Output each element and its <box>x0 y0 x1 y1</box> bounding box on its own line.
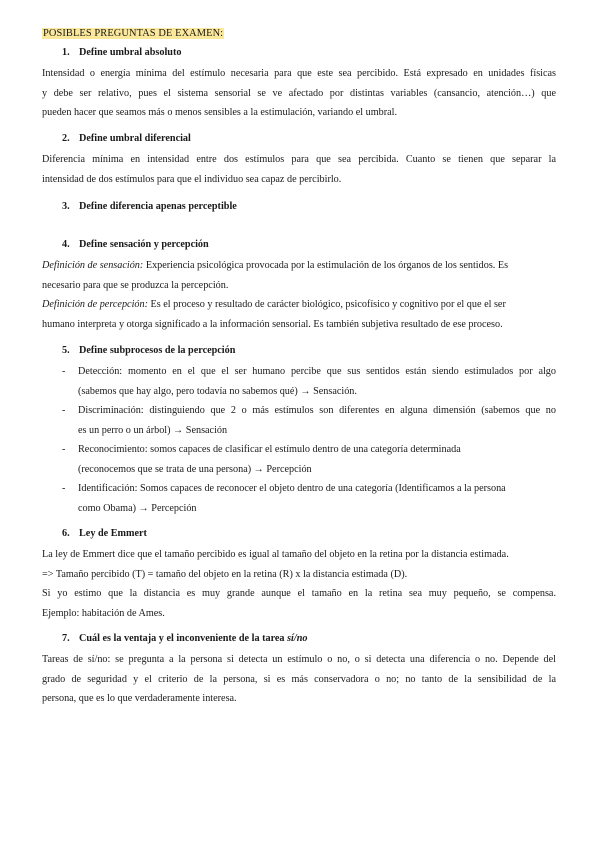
heading-text: Define sensación y percepción <box>79 239 209 250</box>
text-line <box>42 295 556 315</box>
page-title: POSIBLES PREGUNTAS DE EXAMEN: <box>43 28 224 39</box>
heading-number: 3. <box>62 201 70 212</box>
list-bullet: - <box>62 483 66 494</box>
text-line: (reconocemos que se trata de una persona) → Percepción <box>78 463 312 475</box>
paragraph-q4 <box>42 256 556 334</box>
heading-number: 2. <box>62 133 70 144</box>
heading-q1 <box>62 47 181 58</box>
paragraph-q7 <box>42 650 556 709</box>
list-bullet: - <box>62 405 66 416</box>
text-line: Reconocimiento: somos capaces de clasificar el estímulo dentro de una categoría determinada <box>78 444 461 455</box>
text-line: Intensidad o energía mínima del estímulo necesaria para que este sea percibido. Está expresado en unidades físicas <box>42 68 556 79</box>
text-line: es un perro o un árbol) → Sensación <box>78 424 228 436</box>
heading-number: 4. <box>62 239 70 250</box>
text-line: humano interpreta y otorga significado a la información sensorial. Es también subjetiva resultado de ese proceso. <box>42 318 503 330</box>
list-bullet: - <box>62 366 66 377</box>
heading-q3 <box>62 201 237 212</box>
list-bullet: - <box>62 444 66 455</box>
paragraph-q2 <box>42 150 556 189</box>
text-line: necesario para que se produzca la percepción. <box>42 279 229 291</box>
heading-number: 6. <box>62 528 70 539</box>
heading-text: Define umbral absoluto <box>79 47 182 58</box>
heading-number: 5. <box>62 345 70 356</box>
text-line: persona, que es lo que verdaderamente interesa. <box>42 693 237 704</box>
text-line: La ley de Emmert dice que el tamaño percibido es igual al tamaño del objeto en la retina por la distancia estimada. <box>42 549 509 560</box>
heading-q6 <box>62 528 147 539</box>
perception-label: Definición de percepción: <box>42 299 148 310</box>
heading-q2 <box>62 133 191 144</box>
text-line: Discriminación: distinguiendo que 2 o más estímulos son diferentes en alguna dimensión (sabemos que no <box>78 405 556 416</box>
heading-text: Ley de Emmert <box>79 528 147 539</box>
perception-text: Es el proceso y resultado de carácter biológico, psicofísico y cognitivo por el que el ser <box>147 299 506 310</box>
text-line: intensidad de dos estímulos para que el individuo sea capaz de percibirlo. <box>42 173 342 185</box>
text-line: Tareas de sí/no: se pregunta a la persona si detecta un estímulo o no, o si detecta una diferencia o no. Depende del <box>42 654 556 665</box>
text-line: Identificación: Somos capaces de reconocer el objeto dentro de una categoría (Identificamos a la persona <box>78 483 506 494</box>
text-line: como Obama) → Percepción <box>78 502 197 514</box>
text-line: grado de seguridad y el criterio de la persona, si es más conservadora o no; no tanto de la sensibilidad de la <box>42 673 556 685</box>
paragraph-q6 <box>42 545 556 623</box>
heading-text: Define subprocesos de la percepción <box>79 345 236 356</box>
sensation-label: Definición de sensación: <box>42 260 144 271</box>
text-line <box>42 256 556 276</box>
heading-q4 <box>62 239 209 250</box>
text-line: Ejemplo: habitación de Ames. <box>42 607 165 619</box>
text-line: => Tamaño percibido (T) = tamaño del objeto en la retina (R) x la distancia estimada (D). <box>42 568 408 580</box>
text-line: Si yo estimo que la distancia es muy grande aunque el tamaño en la retina sea muy pequeño, se compensa. <box>42 588 556 599</box>
sensation-text: Experiencia psicológica provocada por la estimulación de los órganos de los sentidos. Es <box>143 260 509 271</box>
heading-text: Define umbral diferencial <box>79 133 191 144</box>
heading-text: Cuál es la ventaja y el inconveniente de la tarea <box>79 633 288 644</box>
text-line: Detección: momento en el que el ser humano percibe que sus sentidos están siendo estimulados por algo <box>78 366 556 377</box>
heading-q5 <box>62 345 235 356</box>
text-line: (sabemos que hay algo, pero todavía no sabemos qué) → Sensación. <box>78 385 357 397</box>
text-line: pueden hacer que seamos más o menos sensibles a la estimulación, variando el umbral. <box>42 107 398 118</box>
heading-text: Define diferencia apenas perceptible <box>79 201 237 212</box>
text-line: Diferencia mínima en intensidad entre dos estímulos para que sea percibida. Cuanto se tienen que separar la <box>42 154 556 165</box>
heading-number: 1. <box>62 47 70 58</box>
paragraph-q1 <box>42 64 556 123</box>
heading-number: 7. <box>62 633 70 644</box>
text-line: y debe ser relativo, pues el sistema sensorial se ve afectado por distintas variables (cansancio, atención…) que <box>42 87 556 99</box>
heading-text-italic: sí/no <box>287 633 308 644</box>
heading-q7 <box>62 633 307 644</box>
